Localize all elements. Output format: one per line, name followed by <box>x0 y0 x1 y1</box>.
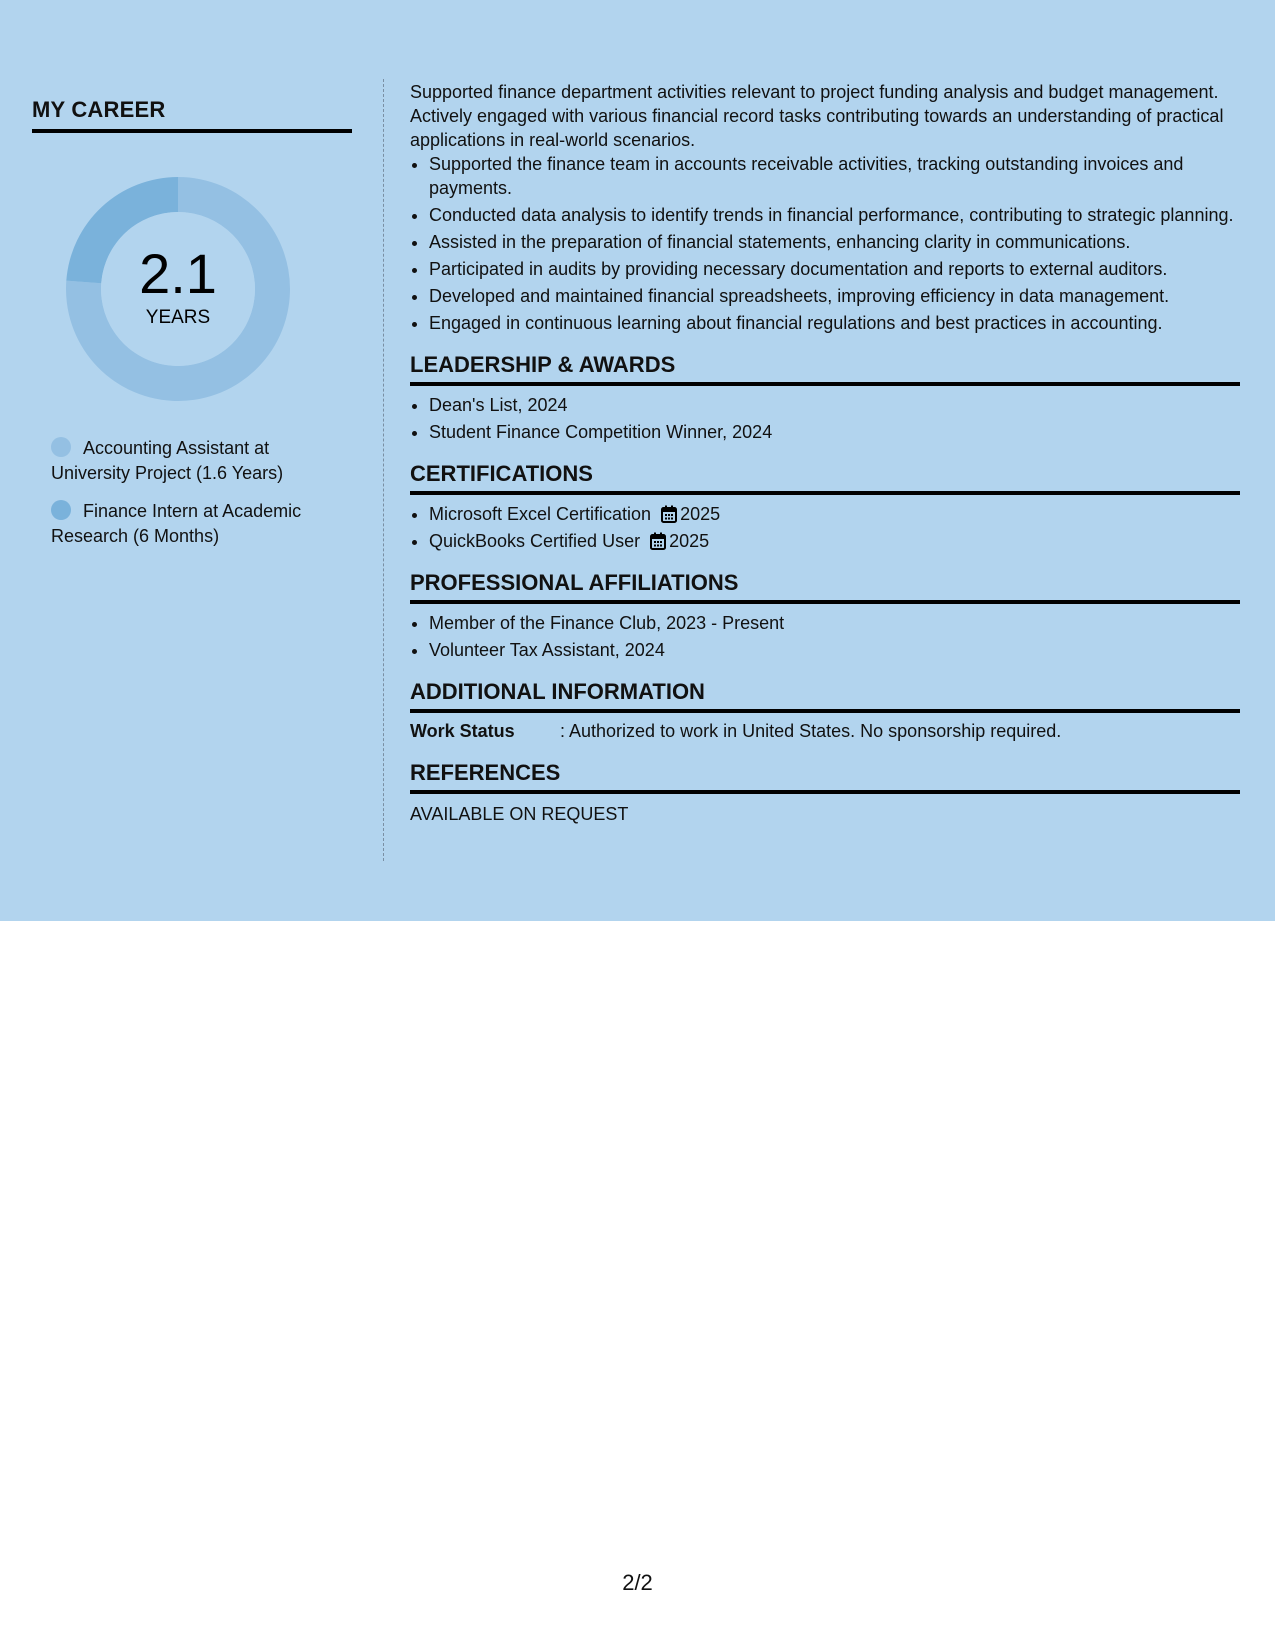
career-donut-chart <box>66 177 290 401</box>
work-status-label: Work Status <box>410 721 515 741</box>
career-total-value: 2.1 <box>139 242 217 305</box>
legend-item <box>51 436 341 486</box>
list-item: • Assisted in the preparation of financial statements, enhancing clarity in communications. <box>429 230 1240 254</box>
list-item <box>429 529 1240 553</box>
calendar-icon <box>650 532 666 550</box>
legend-label: Accounting Assistant at University Project (1.6 Years) <box>51 438 284 483</box>
references-text: AVAILABLE ON REQUEST <box>410 804 629 824</box>
section-heading: PROFESSIONAL AFFILIATIONS <box>410 569 1240 604</box>
career-total-unit: YEARS <box>145 307 211 328</box>
section-heading: CERTIFICATIONS <box>410 460 1240 495</box>
leadership-list <box>410 393 1240 444</box>
section-heading: LEADERSHIP & AWARDS <box>410 351 1240 386</box>
list-item: • Participated in audits by providing necessary documentation and reports to external auditors. <box>429 257 1240 281</box>
legend-dot-icon <box>51 437 71 457</box>
certifications-list <box>410 502 1240 553</box>
certification-year: 2025 <box>680 504 721 524</box>
list-item: • Conducted data analysis to identify trends in financial performance, contributing to strategic planning. <box>429 203 1240 227</box>
main-content <box>410 80 1240 826</box>
career-sidebar <box>32 96 352 546</box>
certification-name: Microsoft Excel Certification <box>429 504 652 524</box>
list-item: • Supported the finance team in accounts receivable activities, tracking outstanding invoices and payments. <box>429 152 1240 200</box>
experience-summary: Supported finance department activities relevant to project funding analysis and budget management. Actively engaged with various financial record tasks contributing towards an understanding of practical applications in real-world scenarios. <box>410 82 1224 150</box>
affiliations-list <box>410 611 1240 662</box>
legend-item <box>51 499 341 549</box>
list-item: • Developed and maintained financial spreadsheets, improving efficiency in data management. <box>429 284 1240 308</box>
legend-label: Finance Intern at Academic Research (6 Months) <box>51 501 302 546</box>
section-heading: REFERENCES <box>410 759 1240 794</box>
career-heading: MY CAREER <box>32 96 352 133</box>
certification-name: QuickBooks Certified User <box>429 531 641 551</box>
list-item: • Dean's List, 2024 <box>429 393 1240 417</box>
career-legend <box>51 436 341 562</box>
page-number: 2/2 <box>622 1570 653 1595</box>
leadership-section <box>410 351 1240 444</box>
legend-dot-icon <box>51 500 71 520</box>
certification-year: 2025 <box>669 531 710 551</box>
list-item: • Volunteer Tax Assistant, 2024 <box>429 638 1240 662</box>
references-section <box>410 759 1240 826</box>
certifications-section <box>410 460 1240 553</box>
work-status-row <box>410 719 1240 743</box>
additional-info-section <box>410 678 1240 743</box>
section-heading: ADDITIONAL INFORMATION <box>410 678 1240 713</box>
calendar-icon <box>661 505 677 523</box>
list-item: • Engaged in continuous learning about financial regulations and best practices in accounting. <box>429 311 1240 335</box>
affiliations-section <box>410 569 1240 662</box>
list-item: • Student Finance Competition Winner, 2024 <box>429 420 1240 444</box>
list-item: • Member of the Finance Club, 2023 - Present <box>429 611 1240 635</box>
experience-bullets <box>410 152 1240 335</box>
column-divider <box>383 79 384 861</box>
list-item <box>429 502 1240 526</box>
work-status-value: : Authorized to work in United States. No sponsorship required. <box>560 721 1062 741</box>
